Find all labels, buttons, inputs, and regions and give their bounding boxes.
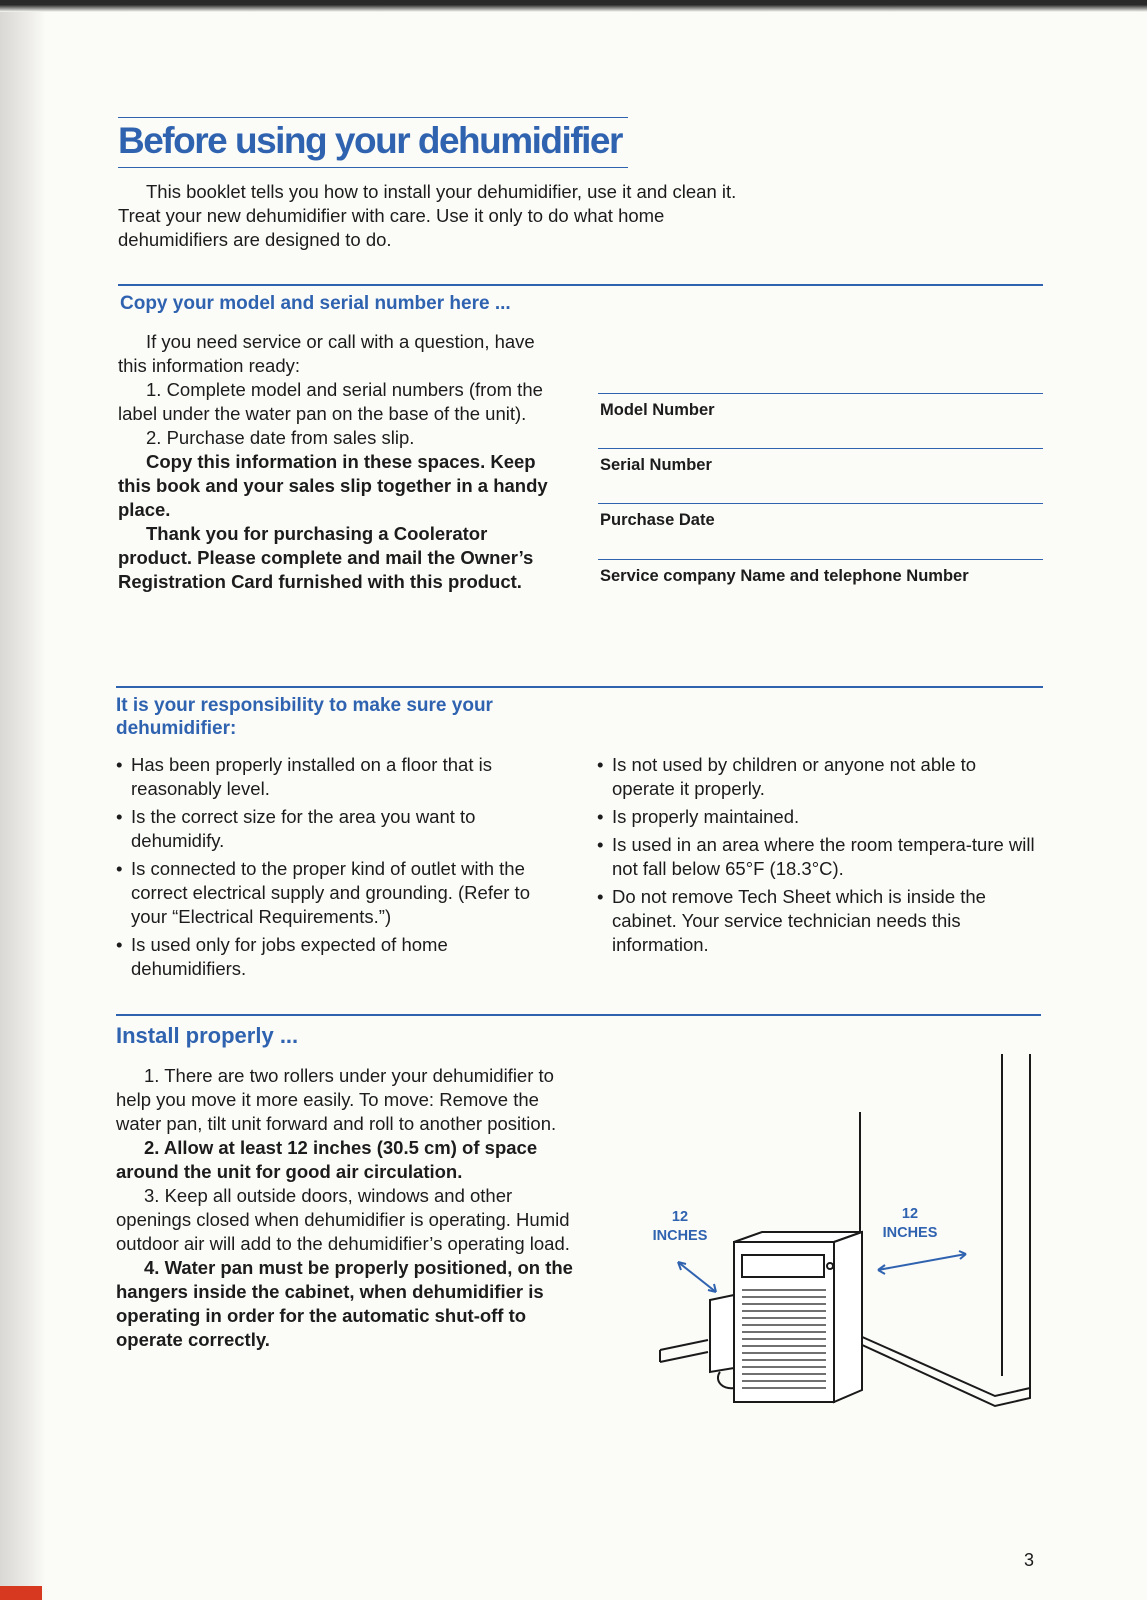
field-rule-model: [598, 393, 1043, 394]
copy-info: Copy this information in these spaces. Keep this book and your sales slip together in a handy place.: [118, 451, 548, 520]
list-item: • Is connected to the proper kind of outlet with the correct electrical supply and grounding. (Refer to your “Electrical Requirements.”): [116, 857, 561, 929]
field-rule-serial: [598, 448, 1043, 449]
title-rule-bottom: [118, 167, 628, 168]
left-baseboard: [660, 1340, 708, 1362]
left-clearance-label: [640, 1208, 720, 1246]
right-clearance-label: [870, 1205, 950, 1243]
right-clearance-number: 12: [901, 1206, 919, 1222]
field-rule-service: [598, 559, 1043, 560]
copy-step-1: 1. Complete model and serial numbers (from the label under the water pan on the base of the unit).: [118, 379, 543, 424]
water-pan: [710, 1295, 734, 1372]
responsibility-heading: It is your responsibility to make sure your dehumidifier:: [116, 695, 493, 739]
right-clearance-arrow: [878, 1254, 966, 1270]
list-item: • Is used only for jobs expected of home dehumidifiers.: [116, 933, 561, 981]
thank-you-note: Thank you for purchasing a Coolerator product. Please complete and mail the Owner’s Registration Card furnished with this product.: [118, 523, 534, 592]
field-model-number: Model Number: [600, 401, 715, 419]
list-item: • Is not used by children or anyone not able to operate it properly.: [597, 753, 1042, 801]
corner-tab: [0, 1586, 42, 1600]
top-edge: [0, 0, 1147, 12]
left-clearance-arrow: [678, 1262, 716, 1292]
list-item: • Is the correct size for the area you want to dehumidify.: [116, 805, 561, 853]
install-step-3: 3. Keep all outside doors, windows and other openings closed when dehumidifier is operating. Humid outdoor air will add to the dehumidifier’s operating load.: [116, 1185, 570, 1254]
intro-paragraph: This booklet tells you how to install your dehumidifier, use it and clean it. Treat your new dehumidifier with care. Use it only to do what home dehumidifiers are designed to do.: [118, 181, 737, 250]
control-panel: [742, 1255, 824, 1277]
install-step-4: 4. Water pan must be properly positioned, on the hangers inside the cabinet, when dehumidifier is operating in order for the automatic shut-off to operate correctly.: [116, 1257, 573, 1350]
section-rule-copy: [118, 284, 1043, 286]
left-clearance-number: 12: [671, 1209, 689, 1225]
responsibility-list-right: [597, 753, 1042, 961]
title-rule-top: [118, 117, 628, 118]
copy-step-2: 2. Purchase date from sales slip.: [146, 427, 415, 448]
field-service-company: Service company Name and telephone Number: [600, 567, 969, 585]
page-binding-shadow: [0, 0, 46, 1600]
section-rule-responsibility: [116, 686, 1043, 688]
left-clearance-unit: INCHES: [652, 1228, 708, 1244]
list-item: • Do not remove Tech Sheet which is inside the cabinet. Your service technician needs this information.: [597, 885, 1042, 957]
field-purchase-date: Purchase Date: [600, 511, 715, 529]
install-step-1: 1. There are two rollers under your dehumidifier to help you move it more easily. To move: Remove the water pan, tilt unit forward and roll to another position.: [116, 1065, 557, 1134]
copy-section-text: [118, 330, 558, 594]
right-baseboard: [860, 1336, 1030, 1406]
install-step-2: 2. Allow at least 12 inches (30.5 cm) of space around the unit for good air circulation.: [116, 1137, 538, 1182]
power-cord: [718, 1372, 734, 1388]
list-item: • Is properly maintained.: [597, 805, 1042, 829]
field-rule-purchase: [598, 503, 1043, 504]
page-title: Before using your dehumidifier: [118, 120, 622, 161]
unit-side: [834, 1232, 862, 1402]
right-clearance-unit: INCHES: [882, 1225, 938, 1241]
list-item: • Has been properly installed on a floor that is reasonably level.: [116, 753, 561, 801]
install-text: [116, 1064, 581, 1352]
install-heading: Install properly ...: [116, 1023, 299, 1048]
page-number: 3: [1024, 1550, 1035, 1570]
section-rule-install: [116, 1014, 1041, 1016]
list-item: • Is used in an area where the room tempera-ture will not fall below 65°F (18.3°C).: [597, 833, 1042, 881]
copy-intro: If you need service or call with a question, have this information ready:: [118, 331, 535, 376]
field-serial-number: Serial Number: [600, 456, 712, 474]
responsibility-list-left: [116, 753, 561, 985]
copy-section-heading: Copy your model and serial number here ...: [120, 293, 511, 314]
